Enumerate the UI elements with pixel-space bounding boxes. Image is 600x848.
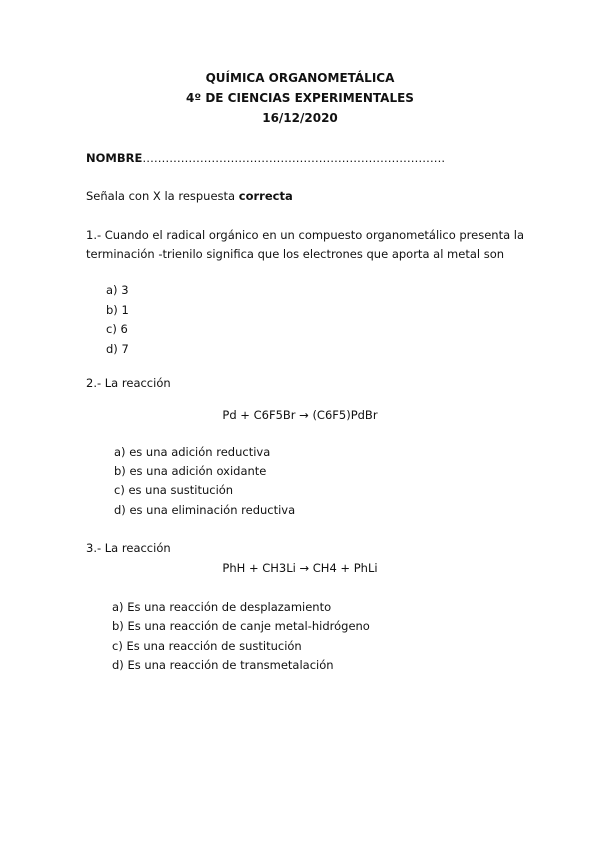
question-3-option-c[interactable]: c) Es una reacción de sustitución bbox=[112, 639, 302, 653]
question-1-option-a[interactable]: a) 3 bbox=[106, 283, 129, 297]
question-3-option-d[interactable]: d) Es una reacción de transmetalación bbox=[112, 658, 334, 672]
question-3-equation: PhH + CH3Li → CH4 + PhLi bbox=[222, 561, 378, 575]
question-1-stem-line-2: terminación -trienilo significa que los electrones que aporta al metal son bbox=[86, 247, 505, 261]
question-2-option-b[interactable]: b) es una adición oxidante bbox=[114, 464, 267, 478]
question-3-stem: 3.- La reacción bbox=[86, 541, 171, 555]
instruction bbox=[86, 189, 293, 203]
exam-date: 16/12/2020 bbox=[262, 111, 338, 125]
course-label: 4º DE CIENCIAS EXPERIMENTALES bbox=[186, 91, 414, 105]
question-2-stem: 2.- La reacción bbox=[86, 376, 171, 390]
question-1-option-b[interactable]: b) 1 bbox=[106, 303, 129, 317]
question-2-option-c[interactable]: c) es una sustitución bbox=[114, 483, 234, 497]
question-3-option-b[interactable]: b) Es una reacción de canje metal-hidrógeno bbox=[112, 619, 370, 633]
name-dotted-line: ……………………………………………………………………. bbox=[142, 151, 445, 165]
question-2-option-a[interactable]: a) es una adición reductiva bbox=[114, 445, 271, 459]
name-label: NOMBRE bbox=[86, 151, 143, 165]
question-3-option-a[interactable]: a) Es una reacción de desplazamiento bbox=[112, 600, 332, 614]
question-1-option-d[interactable]: d) 7 bbox=[106, 342, 129, 356]
question-1-option-c[interactable]: c) 6 bbox=[106, 322, 128, 336]
instruction-emphasis: correcta bbox=[238, 189, 293, 203]
question-2-equation: Pd + C6F5Br → (C6F5)PdBr bbox=[222, 408, 378, 422]
question-1-stem-line-1: 1.- Cuando el radical orgánico en un compuesto organometálico presenta la bbox=[86, 228, 525, 242]
instruction-text: Señala con X la respuesta bbox=[86, 189, 239, 203]
name-field bbox=[86, 151, 445, 165]
document-title: QUÍMICA ORGANOMETÁLICA bbox=[205, 71, 395, 85]
question-2-option-d[interactable]: d) es una eliminación reductiva bbox=[114, 503, 296, 517]
